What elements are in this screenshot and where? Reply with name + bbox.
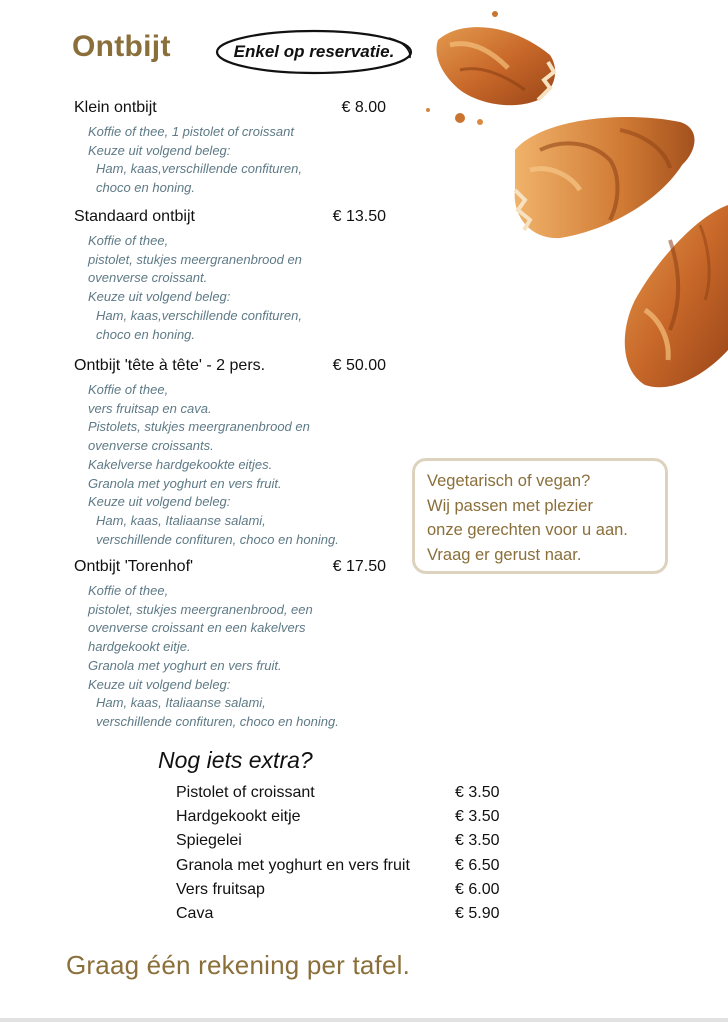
bottom-divider (0, 1018, 728, 1022)
item-price: € 17.50 (332, 558, 386, 575)
description-line: Ham, kaas,verschillende confituren, (96, 307, 302, 323)
extra-name: Hardgekookt eitje (176, 808, 301, 826)
description-line: hardgekookt eitje. (88, 639, 191, 655)
notice-line: onze gerechten voor u aan. (427, 521, 628, 539)
page-title: Ontbijt (72, 30, 171, 63)
description-line: Granola met yoghurt en vers fruit. (88, 657, 282, 673)
extra-price: € 3.50 (455, 808, 500, 826)
footer-note: Graag één rekening per tafel. (66, 950, 411, 980)
extra-name: Pistolet of croissant (176, 784, 315, 801)
extra-item (176, 905, 506, 929)
description-line: Keuze uit volgend beleg: (88, 494, 231, 510)
item-price: € 50.00 (332, 357, 386, 374)
description-line: Koffie of thee, (88, 583, 169, 598)
description-line: verschillende confituren, choco en honing. (96, 531, 339, 547)
description-line: Koffie of thee, (88, 382, 169, 397)
description-line: Keuze uit volgend beleg: (88, 142, 231, 158)
menu-item-klein-ontbijt (74, 99, 394, 198)
description-line: Pistolets, stukjes meergranenbrood en (88, 419, 310, 435)
description-line: pistolet, stukjes meergranenbrood, een (88, 601, 313, 617)
extras-list (176, 784, 506, 929)
extra-price: € 5.90 (455, 904, 500, 922)
extra-item (176, 857, 506, 881)
extra-item (176, 784, 506, 808)
menu-item-standaard-ontbijt (74, 208, 394, 344)
menu-item-tete-a-tete (74, 357, 394, 549)
extra-item (176, 808, 506, 832)
item-description (88, 123, 394, 198)
item-name: Ontbijt 'tête à tête' - 2 pers. (74, 357, 266, 374)
description-line: choco en honing. (96, 180, 196, 196)
extra-item (176, 832, 506, 856)
extra-name: Vers fruitsap (176, 880, 265, 898)
description-line: verschillende confituren, choco en honing. (96, 713, 339, 729)
croissants-image (420, 0, 728, 400)
badge-text: Enkel op reservatie. (233, 42, 395, 61)
extra-item (176, 881, 506, 905)
description-line: choco en honing. (96, 326, 196, 342)
notice-line: Wij passen met plezier (427, 496, 593, 515)
item-name: Klein ontbijt (74, 99, 157, 116)
description-line: Koffie of thee, 1 pistolet of croissant (88, 124, 294, 139)
extra-name: Cava (176, 904, 214, 922)
item-description (88, 582, 394, 732)
reservation-badge (214, 28, 414, 76)
extra-price: € 3.50 (455, 784, 500, 801)
item-description (88, 232, 394, 344)
notice-line: Vraag er gerust naar. (427, 545, 582, 564)
description-line: ovenverse croissant. (88, 270, 208, 286)
dietary-notice (412, 458, 668, 574)
extra-name: Granola met yoghurt en vers fruit (176, 856, 410, 874)
extras-title: Nog iets extra? (158, 747, 313, 773)
description-line: Granola met yoghurt en vers fruit. (88, 475, 282, 491)
item-name: Standaard ontbijt (74, 208, 195, 225)
description-line: Keuze uit volgend beleg: (88, 289, 231, 305)
extra-price: € 6.00 (455, 880, 500, 898)
item-name: Ontbijt 'Torenhof' (74, 558, 194, 575)
item-price: € 13.50 (332, 208, 386, 225)
description-line: Kakelverse hardgekookte eitjes. (88, 456, 273, 472)
description-line: ovenverse croissants. (88, 438, 214, 454)
description-line: Koffie of thee, (88, 233, 169, 248)
description-line: Ham, kaas,verschillende confituren, (96, 161, 302, 177)
item-price: € 8.00 (341, 99, 386, 116)
description-line: Ham, kaas, Italiaanse salami, (96, 695, 266, 711)
extra-price: € 6.50 (455, 856, 500, 874)
description-line: Ham, kaas, Italiaanse salami, (96, 512, 266, 528)
description-line: Keuze uit volgend beleg: (88, 676, 231, 692)
menu-item-torenhof (74, 558, 394, 732)
description-line: ovenverse croissant en een kakelvers (88, 620, 306, 636)
extra-price: € 3.50 (455, 832, 500, 850)
item-description (88, 381, 394, 549)
description-line: pistolet, stukjes meergranenbrood en (88, 251, 302, 267)
extra-name: Spiegelei (176, 832, 242, 850)
notice-line: Vegetarisch of vegan? (427, 472, 591, 490)
description-line: vers fruitsap en cava. (88, 400, 212, 416)
